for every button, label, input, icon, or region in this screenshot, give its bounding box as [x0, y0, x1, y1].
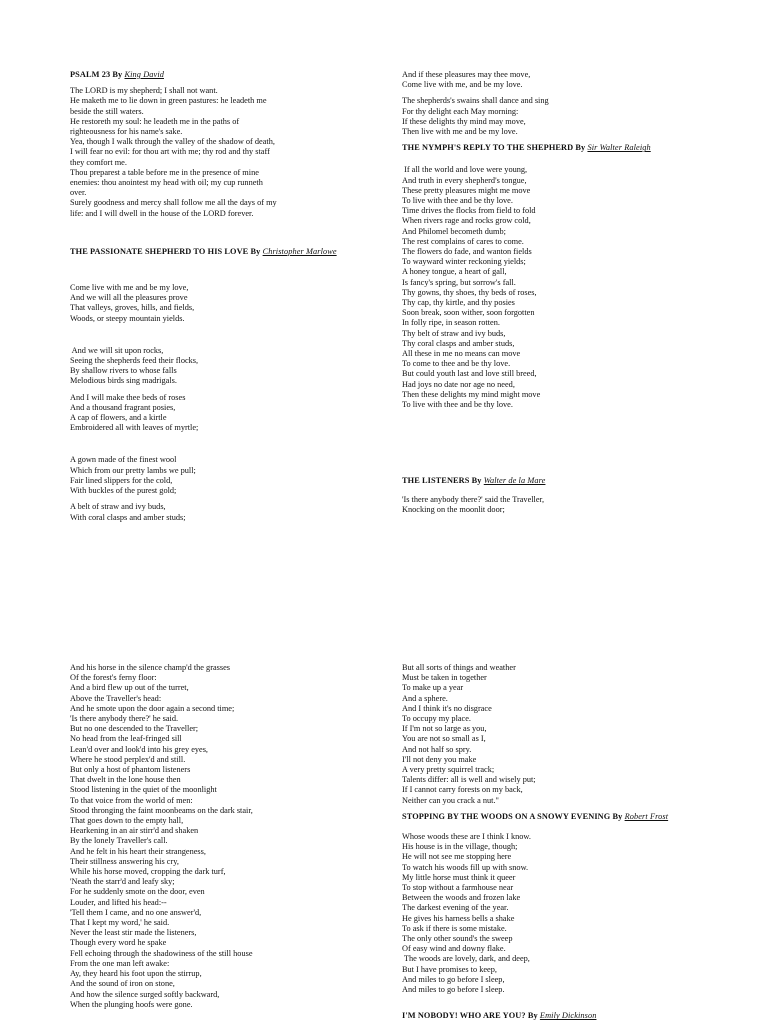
- verse-line: In folly ripe, in season rotten.: [402, 318, 500, 328]
- verse-line: And if these pleasures may thee move,: [402, 70, 531, 79]
- verse-line: You are not so small as I,: [402, 734, 486, 744]
- verse-line: Whose woods these are I think I know.: [402, 832, 531, 842]
- verse-line: That I kept my word,' he said.: [70, 918, 170, 928]
- verse-line: These pretty pleasures might me move: [402, 185, 531, 195]
- verse-line: But I have promises to keep,: [402, 964, 497, 974]
- nymph-text: [402, 165, 702, 410]
- shepherd-by: By: [250, 246, 261, 256]
- verse-line: He will not see me stopping here: [402, 852, 512, 862]
- verse-line: His house is in the village, though;: [402, 842, 518, 852]
- verse-line: Above the Traveller's head:: [70, 693, 162, 703]
- shepherd-stanza-1: [70, 283, 370, 324]
- verse-line: No head from the leaf-fringed sill: [70, 734, 182, 744]
- verse-line: That goes down to the empty hall,: [70, 816, 184, 826]
- verse-line: I'll not deny you make: [402, 754, 477, 764]
- shepherd-stanza-7: [402, 96, 702, 137]
- verse-line: Thou preparest a table before me in the presence of mine: [70, 167, 259, 177]
- shepherd-author-link[interactable]: Christopher Marlowe: [262, 246, 337, 256]
- verse-line: Then live with me and be my love.: [402, 127, 518, 137]
- verse-line: Louder, and lifted his head:--: [70, 897, 167, 907]
- verse-line: righteousness for his name's sake.: [70, 127, 183, 137]
- verse-line: they comfort me.: [70, 157, 127, 167]
- verse-line: With coral clasps and amber studs;: [70, 512, 186, 522]
- verse-line: The woods are lovely, dark, and deep,: [402, 954, 530, 964]
- verse-line: To ask if there is some mistake.: [402, 923, 507, 933]
- verse-line: The LORD is my shepherd; I shall not want.: [70, 86, 218, 96]
- verse-line: And his horse in the silence champ'd the grasses: [70, 663, 231, 672]
- nymph-heading: [402, 143, 702, 153]
- verse-line: All these in me no means can move: [402, 349, 521, 359]
- frost-text: [402, 832, 702, 995]
- verse-line: And we will all the pleasures prove: [70, 293, 188, 303]
- verse-line: To wayward winter reckoning yields;: [402, 257, 526, 267]
- column-bottom-left: [70, 663, 370, 1010]
- verse-line: That dwelt in the lone house then: [70, 775, 181, 785]
- verse-line: To watch his woods fill up with snow.: [402, 862, 529, 872]
- verse-line: Soon break, soon wither, soon forgotten: [402, 308, 535, 318]
- verse-line: By shallow rivers to whose falls: [70, 366, 177, 376]
- verse-line: To live with thee and be thy love.: [402, 196, 513, 206]
- verse-line: And truth in every shepherd's tongue,: [402, 175, 527, 185]
- verse-line: 'Is there anybody there?' he said.: [70, 714, 179, 724]
- verse-line: Thy cap, thy kirtle, and thy posies: [402, 298, 515, 308]
- verse-line: A honey tongue, a heart of gall,: [402, 267, 507, 277]
- shepherd-stanza-2: [70, 346, 370, 387]
- verse-line: Must be taken in together: [402, 673, 487, 683]
- verse-line: If all the world and love were young,: [402, 165, 528, 175]
- verse-line: To come to thee and be thy love.: [402, 359, 511, 369]
- verse-line: Talents differ: all is well and wisely put;: [402, 775, 536, 785]
- verse-line: And a bird flew up out of the turret,: [70, 683, 189, 693]
- verse-line: I will fear no evil: for thou art with me; thy rod and thy staff: [70, 147, 270, 157]
- verse-line: Melodious birds sing madrigals.: [70, 376, 177, 386]
- column-top-right: [402, 70, 702, 515]
- verse-line: And I think it's no disgrace: [402, 703, 492, 713]
- verse-line: If I cannot carry forests on my back,: [402, 785, 523, 795]
- verse-line: 'Is there anybody there?' said the Traveller,: [402, 494, 545, 504]
- verse-line: Thy belt of straw and ivy buds,: [402, 328, 506, 338]
- verse-line: He maketh me to lie down in green pastures: he leadeth me: [70, 96, 267, 106]
- verse-line: And the sound of iron on stone,: [70, 979, 175, 989]
- verse-line: Time drives the flocks from field to fold: [402, 206, 536, 216]
- verse-line: Woods, or steepy mountain yields.: [70, 313, 185, 323]
- verse-line: Stood listening in the quiet of the moonlight: [70, 785, 217, 795]
- verse-line: And how the silence surged softly backward,: [70, 989, 220, 999]
- shepherd-stanza-3: [70, 393, 370, 434]
- verse-line: beside the still waters.: [70, 106, 144, 116]
- shepherd-title: THE PASSIONATE SHEPHERD TO HIS LOVE: [70, 246, 249, 256]
- verse-line: And a sphere.: [402, 693, 448, 703]
- verse-line: To occupy my place.: [402, 714, 471, 724]
- verse-line: The flowers do fade, and wanton fields: [402, 247, 532, 257]
- squirrel-text: [402, 663, 702, 806]
- shepherd-heading: [70, 247, 370, 257]
- frost-by: By: [612, 811, 623, 821]
- verse-line: And miles to go before I sleep.: [402, 985, 505, 995]
- verse-line: The shepherds's swains shall dance and sing: [402, 96, 549, 106]
- verse-line: The rest complains of cares to come.: [402, 236, 524, 246]
- verse-line: Thy coral clasps and amber studs,: [402, 338, 515, 348]
- frost-author-link[interactable]: Robert Frost: [624, 811, 669, 821]
- verse-line: Thy gowns, thy shoes, thy beds of roses,: [402, 287, 537, 297]
- verse-line: Knocking on the moonlit door;: [402, 504, 505, 514]
- verse-line: And I will make thee beds of roses: [70, 392, 186, 402]
- verse-line: For thy delight each May morning:: [402, 106, 519, 116]
- column-bottom-right: [402, 663, 702, 1022]
- listeners-by: By: [471, 476, 482, 486]
- verse-line: Ay, they heard his foot upon the stirrup,: [70, 969, 202, 979]
- verse-line: over.: [70, 188, 87, 198]
- verse-line: But no one descended to the Traveller;: [70, 724, 199, 734]
- verse-line: Never the least stir made the listeners,: [70, 928, 197, 938]
- verse-line: A very pretty squirrel track;: [402, 765, 495, 775]
- nymph-author-link[interactable]: Sir Walter Raleigh: [587, 143, 651, 153]
- psalm-by: By: [112, 70, 123, 79]
- psalm-author-link[interactable]: King David: [124, 70, 164, 79]
- verse-line: 'Neath the starr'd and leafy sky;: [70, 877, 175, 887]
- verse-line: To stop without a farmhouse near: [402, 883, 514, 893]
- verse-line: And he smote upon the door again a second time;: [70, 703, 235, 713]
- verse-line: He gives his harness bells a shake: [402, 913, 515, 923]
- verse-line: To make up a year: [402, 683, 464, 693]
- verse-line: But only a host of phantom listeners: [70, 765, 191, 775]
- verse-line: My little horse must think it queer: [402, 872, 516, 882]
- psalm-title: PSALM 23: [70, 70, 111, 79]
- verse-line: But could youth last and love still breed,: [402, 369, 537, 379]
- dickinson-title: I'M NOBODY! WHO ARE YOU?: [402, 1011, 526, 1021]
- verse-line: Fair lined slippers for the cold,: [70, 475, 173, 485]
- verse-line: Between the woods and frozen lake: [402, 893, 521, 903]
- verse-line: The darkest evening of the year.: [402, 903, 509, 913]
- listeners-title: THE LISTENERS: [402, 476, 470, 486]
- shepherd-stanza-4: [70, 455, 370, 496]
- verse-line: For he suddenly smote on the door, even: [70, 887, 205, 897]
- verse-line: He restoreth my soul: he leadeth me in the paths of: [70, 116, 240, 126]
- verse-line: Surely goodness and mercy shall follow me all the days of my: [70, 198, 277, 208]
- psalm-heading: [70, 70, 370, 80]
- verse-line: Come live with me and be my love,: [70, 283, 189, 293]
- verse-line: Lean'd over and look'd into his grey eyes,: [70, 744, 209, 754]
- verse-line: Which from our pretty lambs we pull;: [70, 465, 196, 475]
- verse-line: enemies: thou anointest my head with oil; my cup runneth: [70, 178, 263, 188]
- verse-line: If these delights thy mind may move,: [402, 116, 526, 126]
- nymph-title: THE NYMPH'S REPLY TO THE SHEPHERD: [402, 143, 574, 153]
- verse-line: While his horse moved, cropping the dark turf,: [70, 867, 226, 877]
- verse-line: Seeing the shepherds feed their flocks,: [70, 356, 199, 366]
- listeners-text: [70, 663, 370, 1010]
- verse-line: Where he stood perplex'd and still.: [70, 754, 186, 764]
- verse-line: To live with thee and be thy love.: [402, 400, 513, 410]
- verse-line: Stood thronging the faint moonbeams on the dark stair,: [70, 805, 253, 815]
- verse-line: Their stillness answering his cry,: [70, 856, 179, 866]
- verse-line: If I'm not so large as you,: [402, 724, 487, 734]
- verse-line: 'Tell them I came, and no one answer'd,: [70, 907, 202, 917]
- listeners-author-link[interactable]: Walter de la Mare: [483, 476, 546, 486]
- verse-line: When the plunging hoofs were gone.: [70, 999, 193, 1009]
- verse-line: Of easy wind and downy flake.: [402, 944, 506, 954]
- verse-line: Embroidered all with leaves of myrtle;: [70, 423, 199, 433]
- verse-line: A cap of flowers, and a kirtle: [70, 413, 167, 423]
- listeners-heading: [402, 476, 702, 486]
- verse-line: Hearkening in an air stirr'd and shaken: [70, 826, 199, 836]
- verse-line: And a thousand fragrant posies,: [70, 402, 176, 412]
- listeners-intro: [402, 495, 702, 515]
- verse-line: Of the forest's ferny floor:: [70, 673, 157, 683]
- psalm-text: [70, 86, 370, 219]
- verse-line: And Philomel becometh dumb;: [402, 226, 506, 236]
- shepherd-stanza-5: [70, 502, 370, 522]
- shepherd-stanza-6: [402, 70, 702, 90]
- verse-line: Come live with me, and be my love.: [402, 80, 523, 90]
- frost-heading: [402, 812, 702, 822]
- dickinson-author-link[interactable]: Emily Dickinson: [539, 1011, 597, 1021]
- verse-line: Fell echoing through the shadowiness of the still house: [70, 948, 253, 958]
- verse-line: And we will sit upon rocks,: [70, 345, 164, 355]
- verse-line: And miles to go before I sleep,: [402, 974, 505, 984]
- verse-line: The only other sound's the sweep: [402, 934, 513, 944]
- verse-line: That valleys, groves, hills, and fields,: [70, 303, 195, 313]
- verse-line: Neither can you crack a nut.": [402, 795, 499, 805]
- verse-line: And not half so spry.: [402, 744, 472, 754]
- verse-line: With buckles of the purest gold;: [70, 486, 177, 496]
- verse-line: To that voice from the world of men:: [70, 795, 193, 805]
- verse-line: But all sorts of things and weather: [402, 663, 516, 672]
- verse-line: A gown made of the finest wool: [70, 455, 177, 465]
- verse-line: When rivers rage and rocks grow cold,: [402, 216, 531, 226]
- nymph-by: By: [575, 143, 586, 153]
- dickinson-by: By: [527, 1011, 538, 1021]
- verse-line: Had joys no date nor age no need,: [402, 379, 515, 389]
- verse-line: life: and I will dwell in the house of the LORD forever.: [70, 208, 254, 218]
- verse-line: From the one man left awake:: [70, 958, 170, 968]
- verse-line: Yea, though I walk through the valley of the shadow of death,: [70, 137, 275, 147]
- frost-title: STOPPING BY THE WOODS ON A SNOWY EVENING: [402, 811, 611, 821]
- verse-line: Is fancy's spring, but sorrow's fall.: [402, 277, 516, 287]
- column-top-left: [70, 70, 370, 523]
- verse-line: And he felt in his heart their strangeness,: [70, 846, 206, 856]
- dickinson-heading: [402, 1011, 702, 1021]
- verse-line: Then these delights my mind might move: [402, 389, 541, 399]
- verse-line: Though every word he spake: [70, 938, 167, 948]
- verse-line: A belt of straw and ivy buds,: [70, 502, 166, 512]
- verse-line: By the lonely Traveller's call.: [70, 836, 168, 846]
